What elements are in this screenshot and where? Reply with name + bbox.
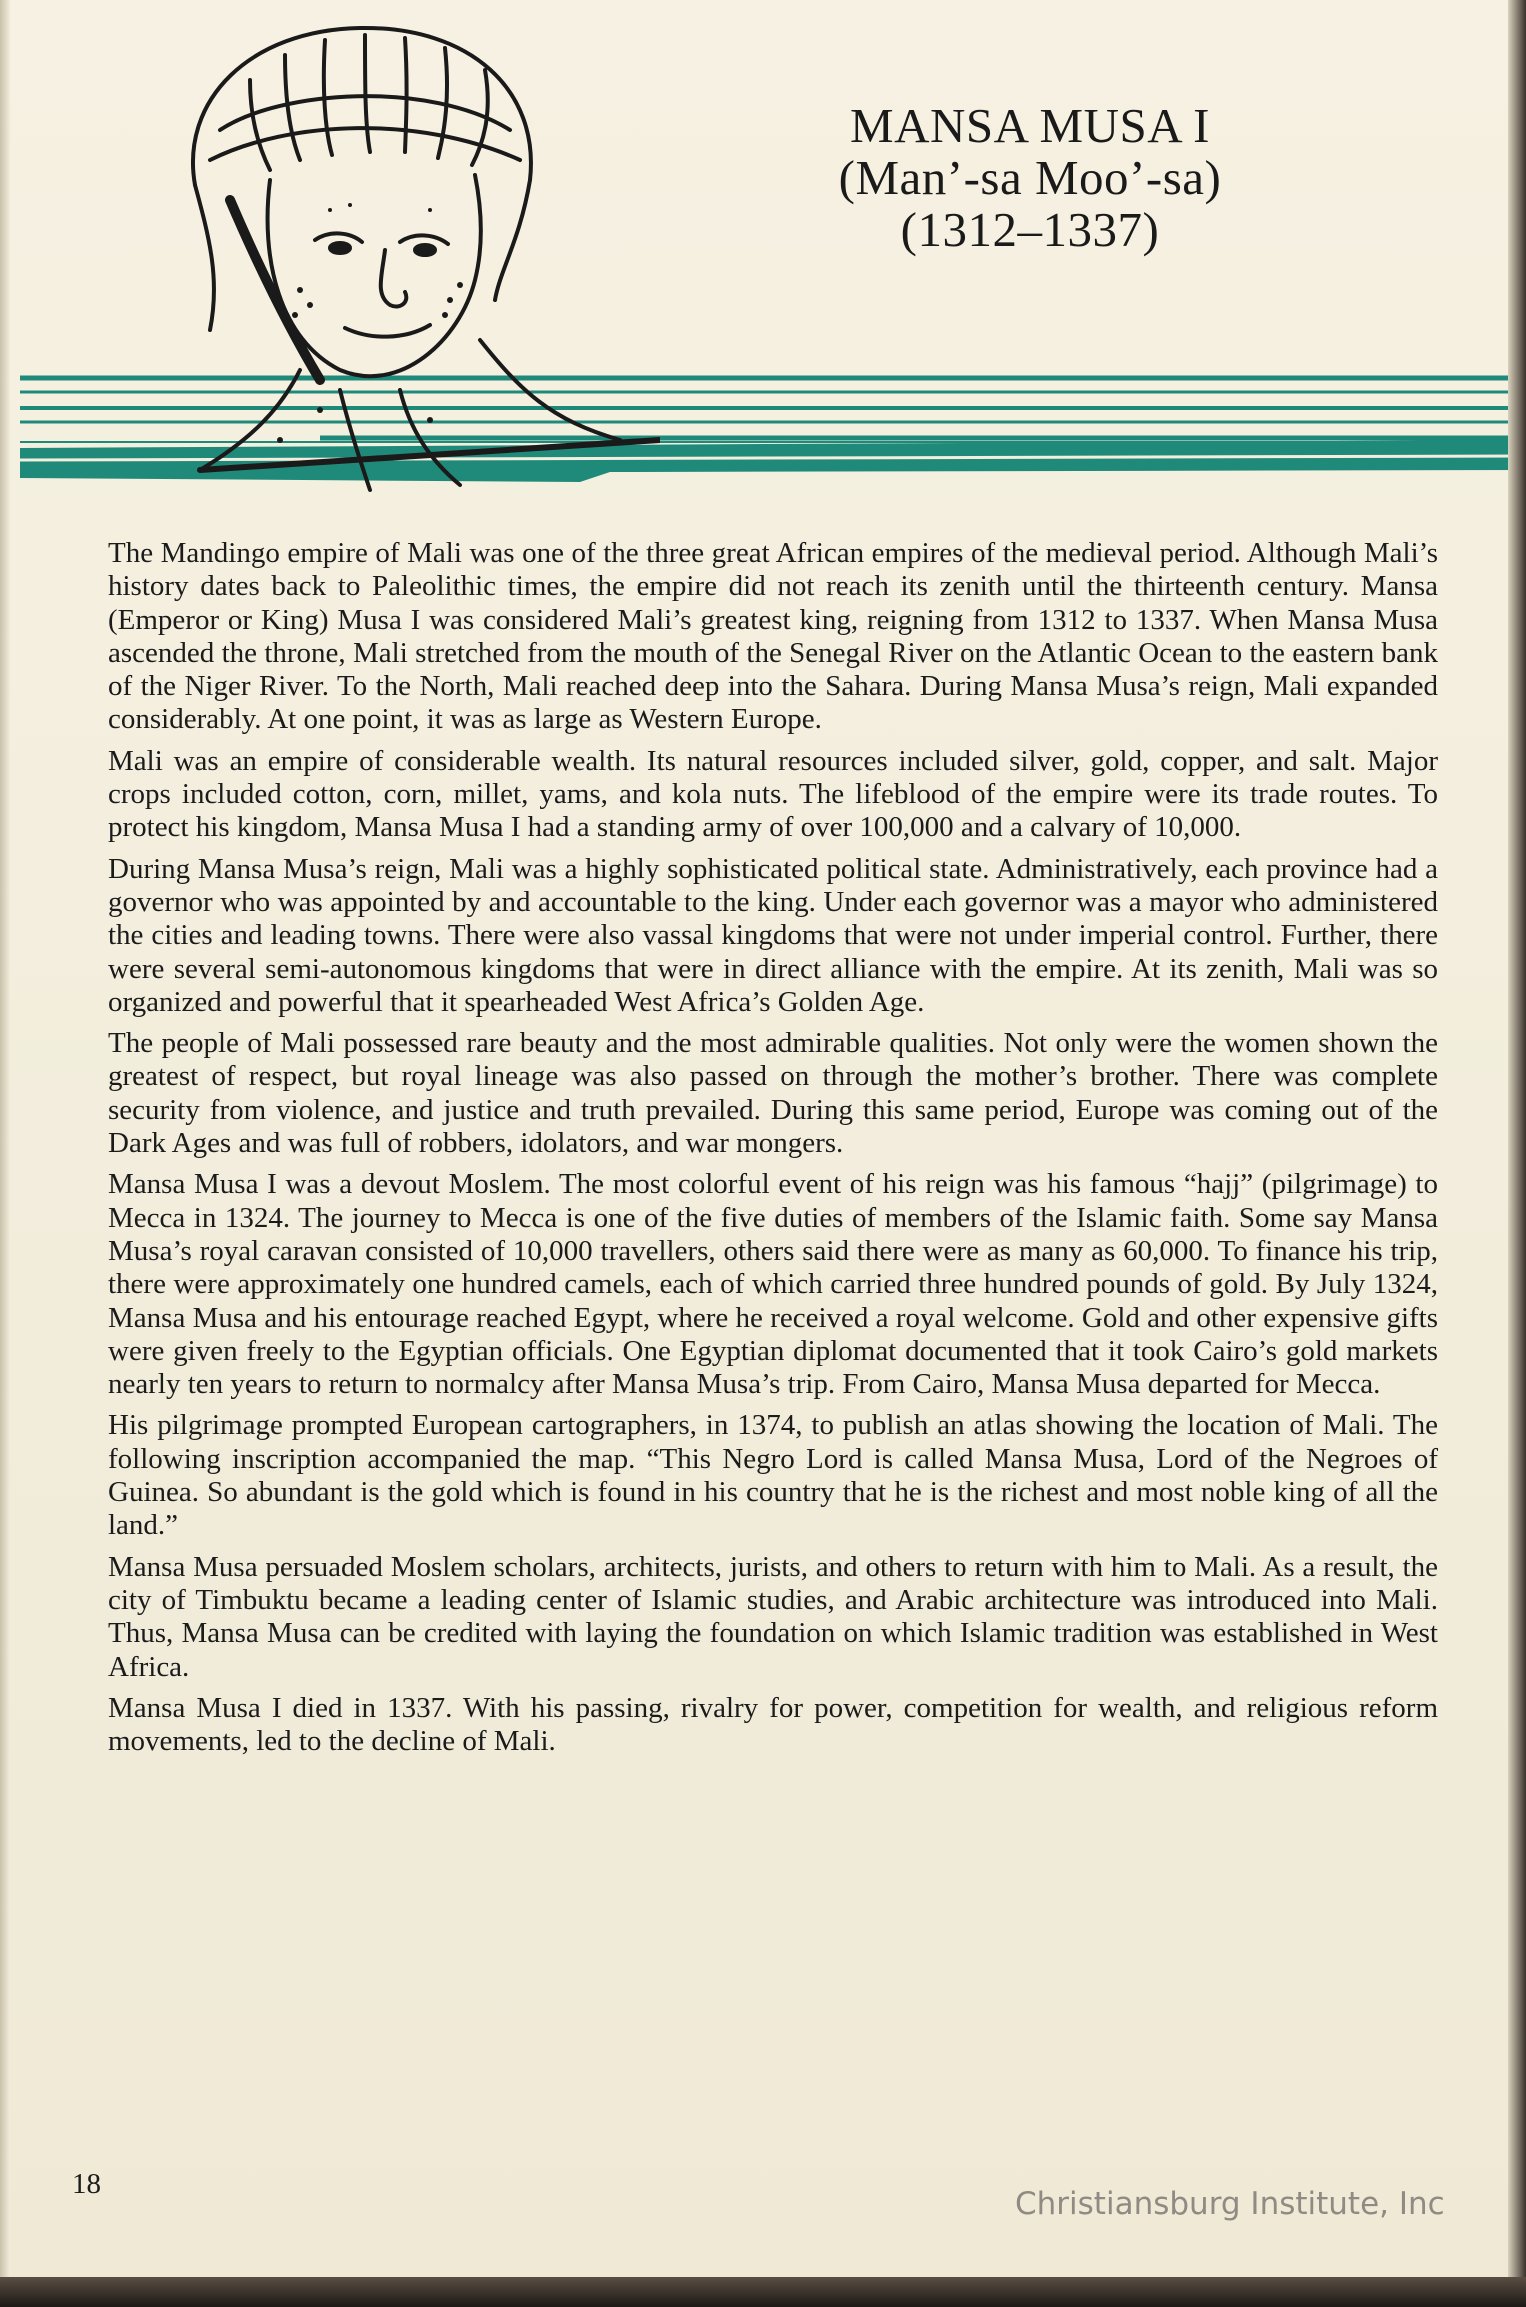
page-right-edge [1508,0,1526,2307]
paragraph: During Mansa Musa’s reign, Mali was a highly sophisticated political state. Administratively, each province had a governor who was appointed by and accountable to the king. Under each governor was a mayor who administered the cities and leading towns. There were also vassal kingdoms that were not under imperial control. Further, there were several semi-autonomous kingdoms that were in direct alliance with the empire. At its zenith, Mali was so organized and powerful that it spearheaded West Africa’s Golden Age. [108,852,1438,1018]
article-body [108,537,1438,1766]
watermark: Christiansburg Institute, Inc [1015,2186,1445,2222]
page-left-edge [0,0,10,2280]
paragraph: Mali was an empire of considerable wealth. Its natural resources included silver, gold, copper, and salt. Major crops included cotton, corn, millet, yams, and kola nuts. The lifeblood of the empire were its trade routes. To protect his kingdom, Mansa Musa I had a standing army of over 100,000 and a calvary of 10,000. [108,744,1438,844]
paragraph: Mansa Musa I died in 1337. With his passing, rivalry for power, competition for wealth, and religious reform movements, led to the decline of Mali. [108,1691,1438,1758]
paragraph: The people of Mali possessed rare beauty and the most admirable qualities. Not only were the women shown the greatest of respect, but royal lineage was also passed on through the mother’s brother. There was complete security from violence, and justice and truth prevailed. During this same period, Europe was coming out of the Dark Ages and was full of robbers, idolators, and war mongers. [108,1027,1438,1160]
reign-years: (1312–1337) [900,202,1160,257]
pronunciation: (Man’-sa Moo’-sa) [838,150,1222,205]
paragraph: The Mandingo empire of Mali was one of the three great African empires of the medieval period. Although Mali’s history dates back to Paleolithic times, the empire did not reach its zenith until the thirteenth century. Mansa (Emperor or King) Musa I was considered Mali’s greatest king, reigning from 1312 to 1337. When Mansa Musa ascended the throne, Mali stretched from the mouth of the Senegal River on the Atlantic Ocean to the eastern bank of the Niger River. To the North, Mali reached deep into the Sahara. During Mansa Musa’s reign, Mali expanded considerably. At one point, it was as large as Western Europe. [108,537,1438,736]
page-bottom-edge [0,2277,1526,2307]
portrait-illustration-icon [100,10,660,510]
paragraph: His pilgrimage prompted European cartographers, in 1374, to publish an atlas showing the location of Mali. The following inscription accompanied the map. “This Negro Lord is called Mansa Musa, Lord of the Negroes of Guinea. So abundant is the gold which is found in his country that he is the richest and most noble king of all the land.” [108,1409,1438,1542]
paragraph: Mansa Musa persuaded Moslem scholars, architects, jurists, and others to return with him to Mali. As a result, the city of Timbuktu became a leading center of Islamic studies, and Arabic architecture was introduced into Mali. Thus, Mansa Musa can be credited with laying the foundation on which Islamic tradition was established in West Africa. [108,1550,1438,1683]
page-title: MANSA MUSA I [850,98,1210,153]
page-number: 18 [72,2168,101,2200]
title-block [700,100,1360,256]
paragraph: Mansa Musa I was a devout Moslem. The most colorful event of his reign was his famous “hajj” (pilgrimage) to Mecca in 1324. The journey to Mecca is one of the five duties of members of the Islamic faith. Some say Mansa Musa’s royal caravan consisted of 10,000 travellers, others said there were as many as 60,000. To finance his trip, there were approximately one hundred camels, each of which carried three hundred pounds of gold. By July 1324, Mansa Musa and his entourage reached Egypt, where he received a royal welcome. Gold and other expensive gifts were given freely to the Egyptian officials. One Egyptian diplomat documented that it took Cairo’s gold markets nearly ten years to return to normalcy after Mansa Musa’s trip. From Cairo, Mansa Musa departed for Mecca. [108,1168,1438,1401]
